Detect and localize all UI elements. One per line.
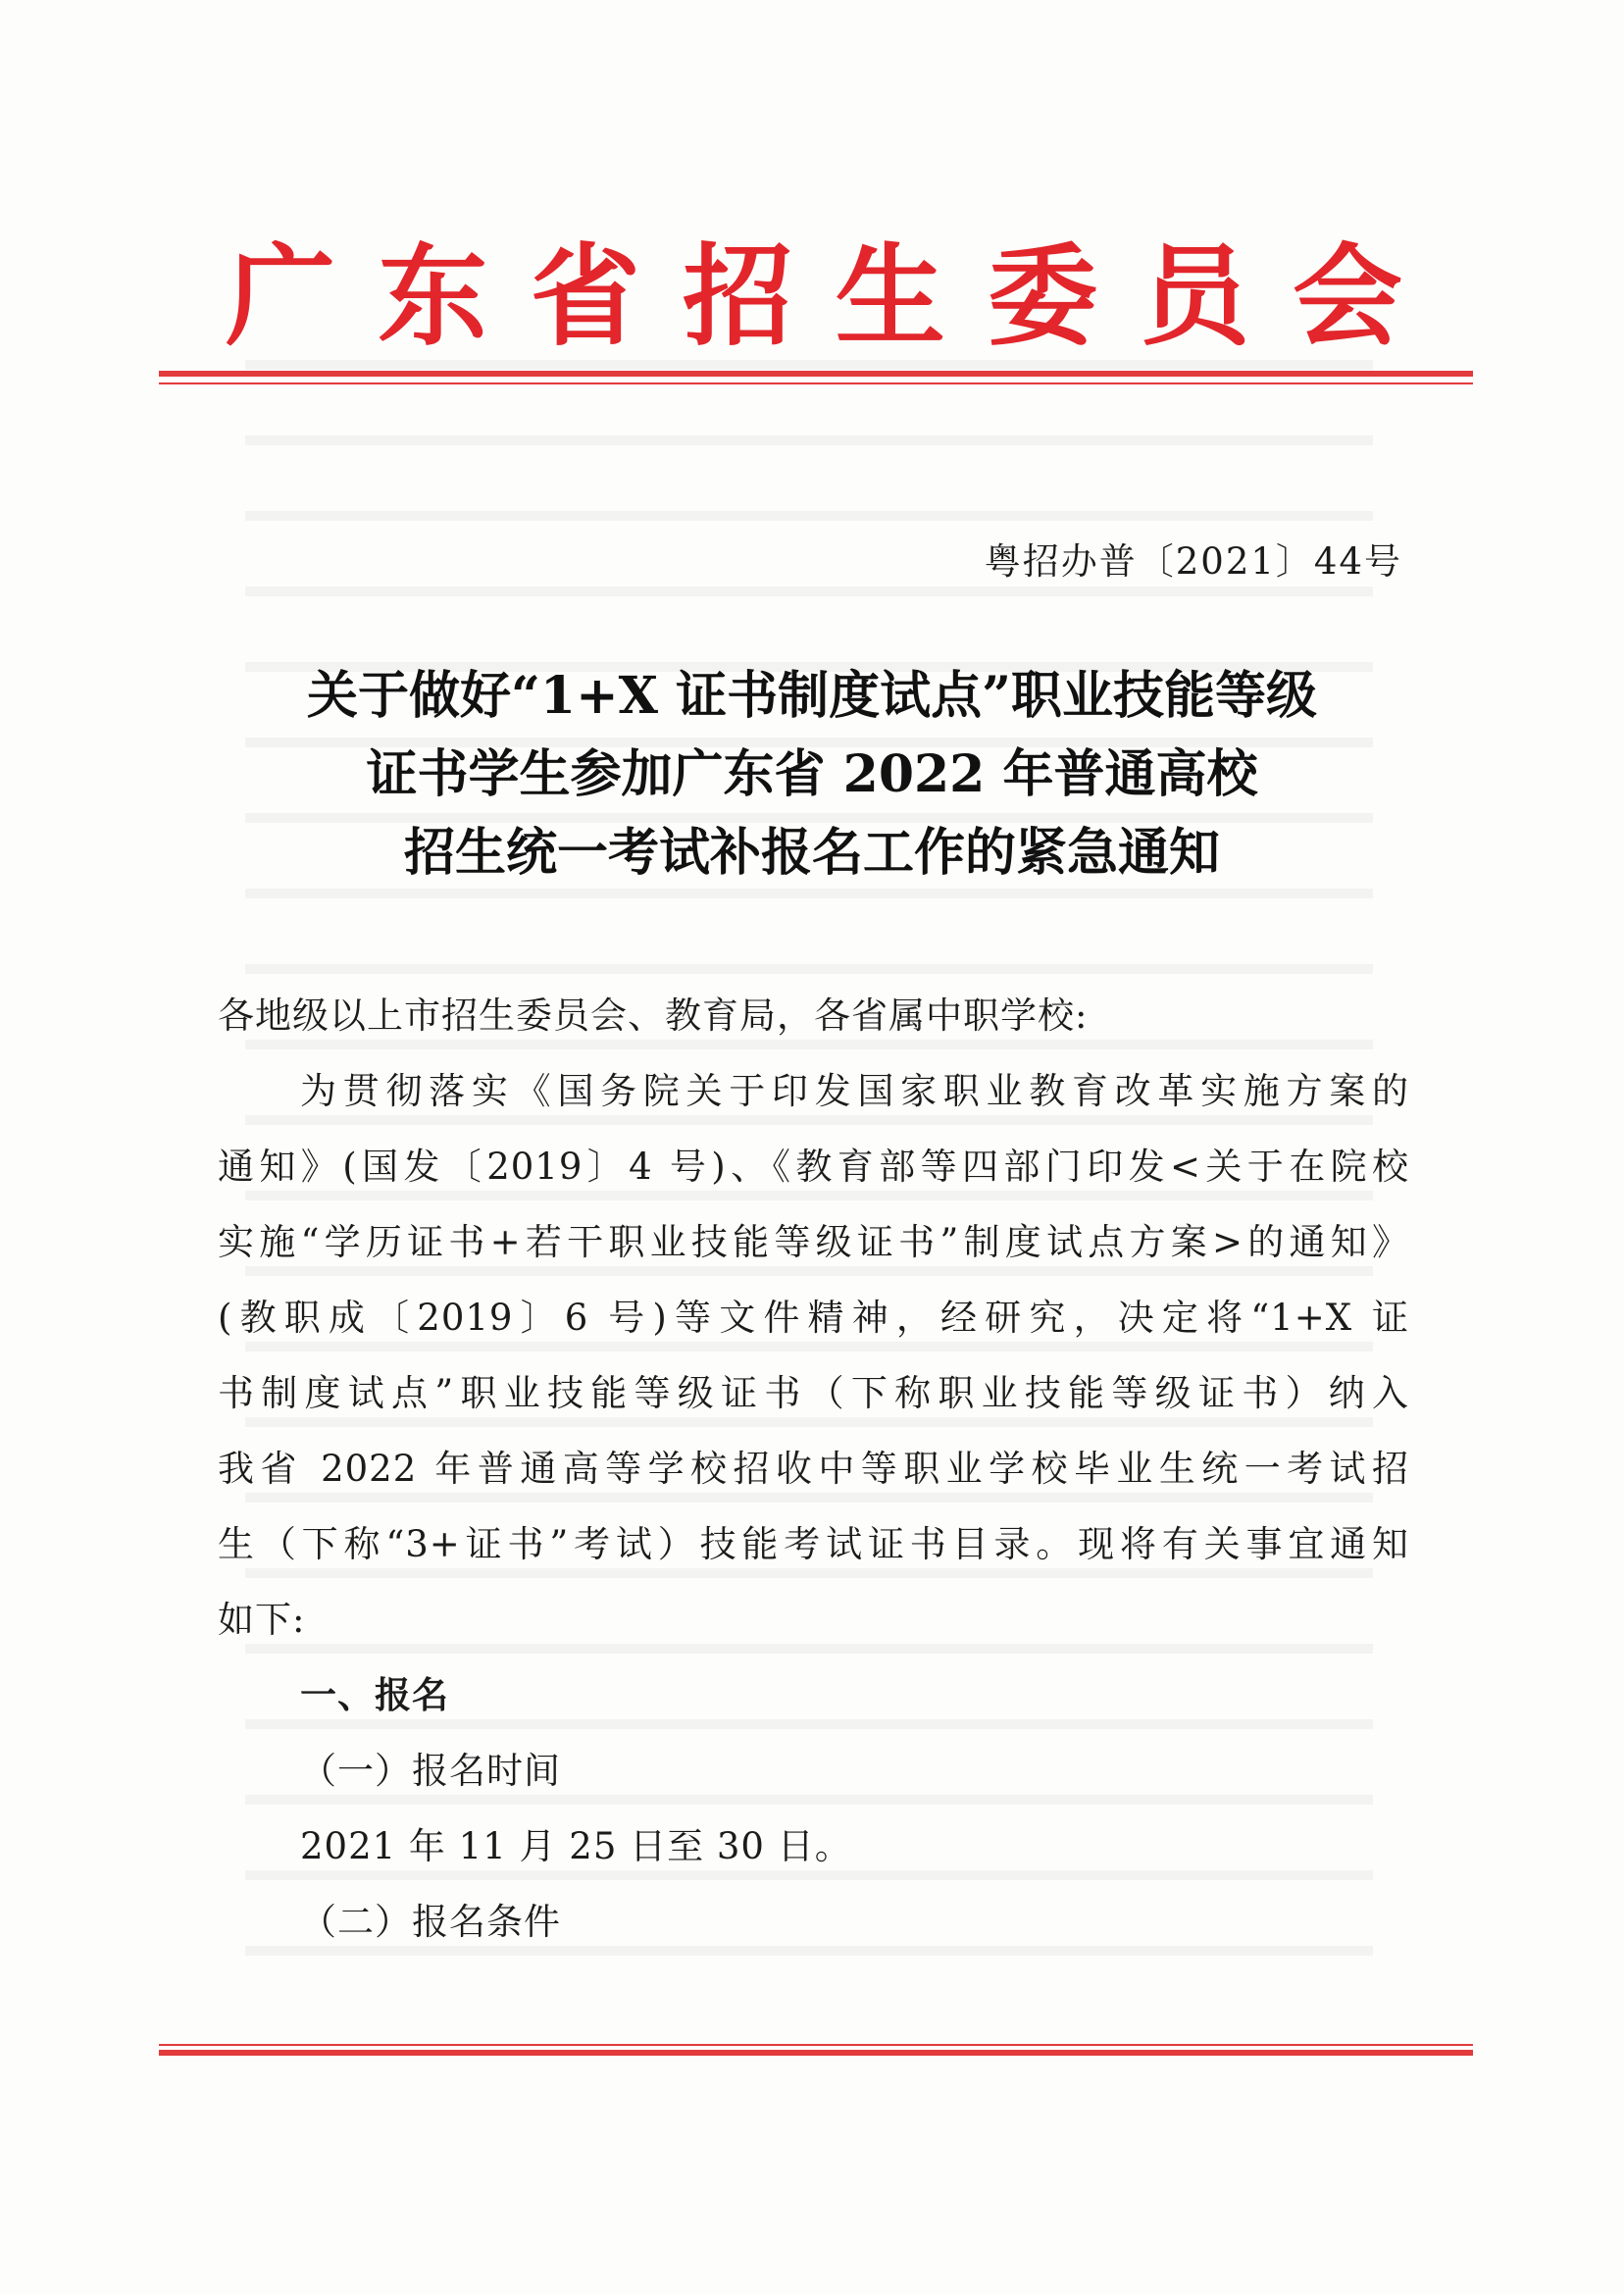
title-line: 关于做好“1+X 证书制度试点”职业技能等级: [306, 666, 1318, 726]
paragraph-line: 我省 2022 年普通高等学校招收中等职业学校毕业生统一考试招: [218, 1448, 1409, 1490]
subsection-text: 2021 年 11 月 25 日至 30 日。: [300, 1825, 852, 1867]
subsection-heading: （二）报名条件: [300, 1901, 561, 1943]
section-heading: 一、报名: [300, 1673, 449, 1716]
title-line: 证书学生参加广东省 2022 年普通高校: [366, 744, 1258, 804]
document-number: 粤招办普〔2021〕44号: [984, 540, 1402, 583]
masthead-char: 东: [378, 231, 488, 361]
masthead-title: [216, 214, 1412, 361]
document-title: [186, 657, 1438, 892]
paragraph-line: 实施“学历证书+若干职业技能等级证书”制度试点方案>的通知》: [218, 1221, 1409, 1263]
document-body: [218, 978, 1409, 1960]
paragraph-line: 如下:: [218, 1599, 306, 1641]
masthead-char: 员: [1140, 231, 1250, 361]
salutation: 各地级以上市招生委员会、教育局，各省属中职学校:: [218, 994, 1089, 1037]
masthead-rule-thick: [159, 371, 1473, 377]
masthead-char: 广: [226, 231, 335, 361]
masthead-char: 招: [683, 231, 793, 361]
paragraph-line: 书制度试点”职业技能等级证书（下称职业技能等级证书）纳入: [218, 1372, 1409, 1414]
masthead-char: 委: [988, 231, 1098, 361]
paragraph-line: 为贯彻落实《国务院关于印发国家职业教育改革实施方案的: [300, 1070, 1409, 1112]
footer-rule-thick: [159, 2050, 1473, 2056]
paragraph-line: 通知》(国发〔2019〕4 号)、《教育部等四部门印发<关于在院校: [218, 1146, 1409, 1188]
masthead-rule-thin: [159, 382, 1473, 384]
masthead-char: 生: [835, 231, 945, 361]
title-line: 招生统一考试补报名工作的紧急通知: [403, 823, 1220, 883]
masthead-char: 会: [1292, 231, 1402, 361]
paragraph-line: 生（下称“3+证书”考试）技能考试证书目录。现将有关事宜通知: [218, 1523, 1409, 1565]
masthead-char: 省: [530, 231, 640, 361]
footer-rule-thin: [159, 2044, 1473, 2046]
subsection-heading: （一）报名时间: [300, 1750, 561, 1792]
paragraph-line: (教职成〔2019〕6 号)等文件精神，经研究，决定将“1+X 证: [218, 1297, 1409, 1339]
